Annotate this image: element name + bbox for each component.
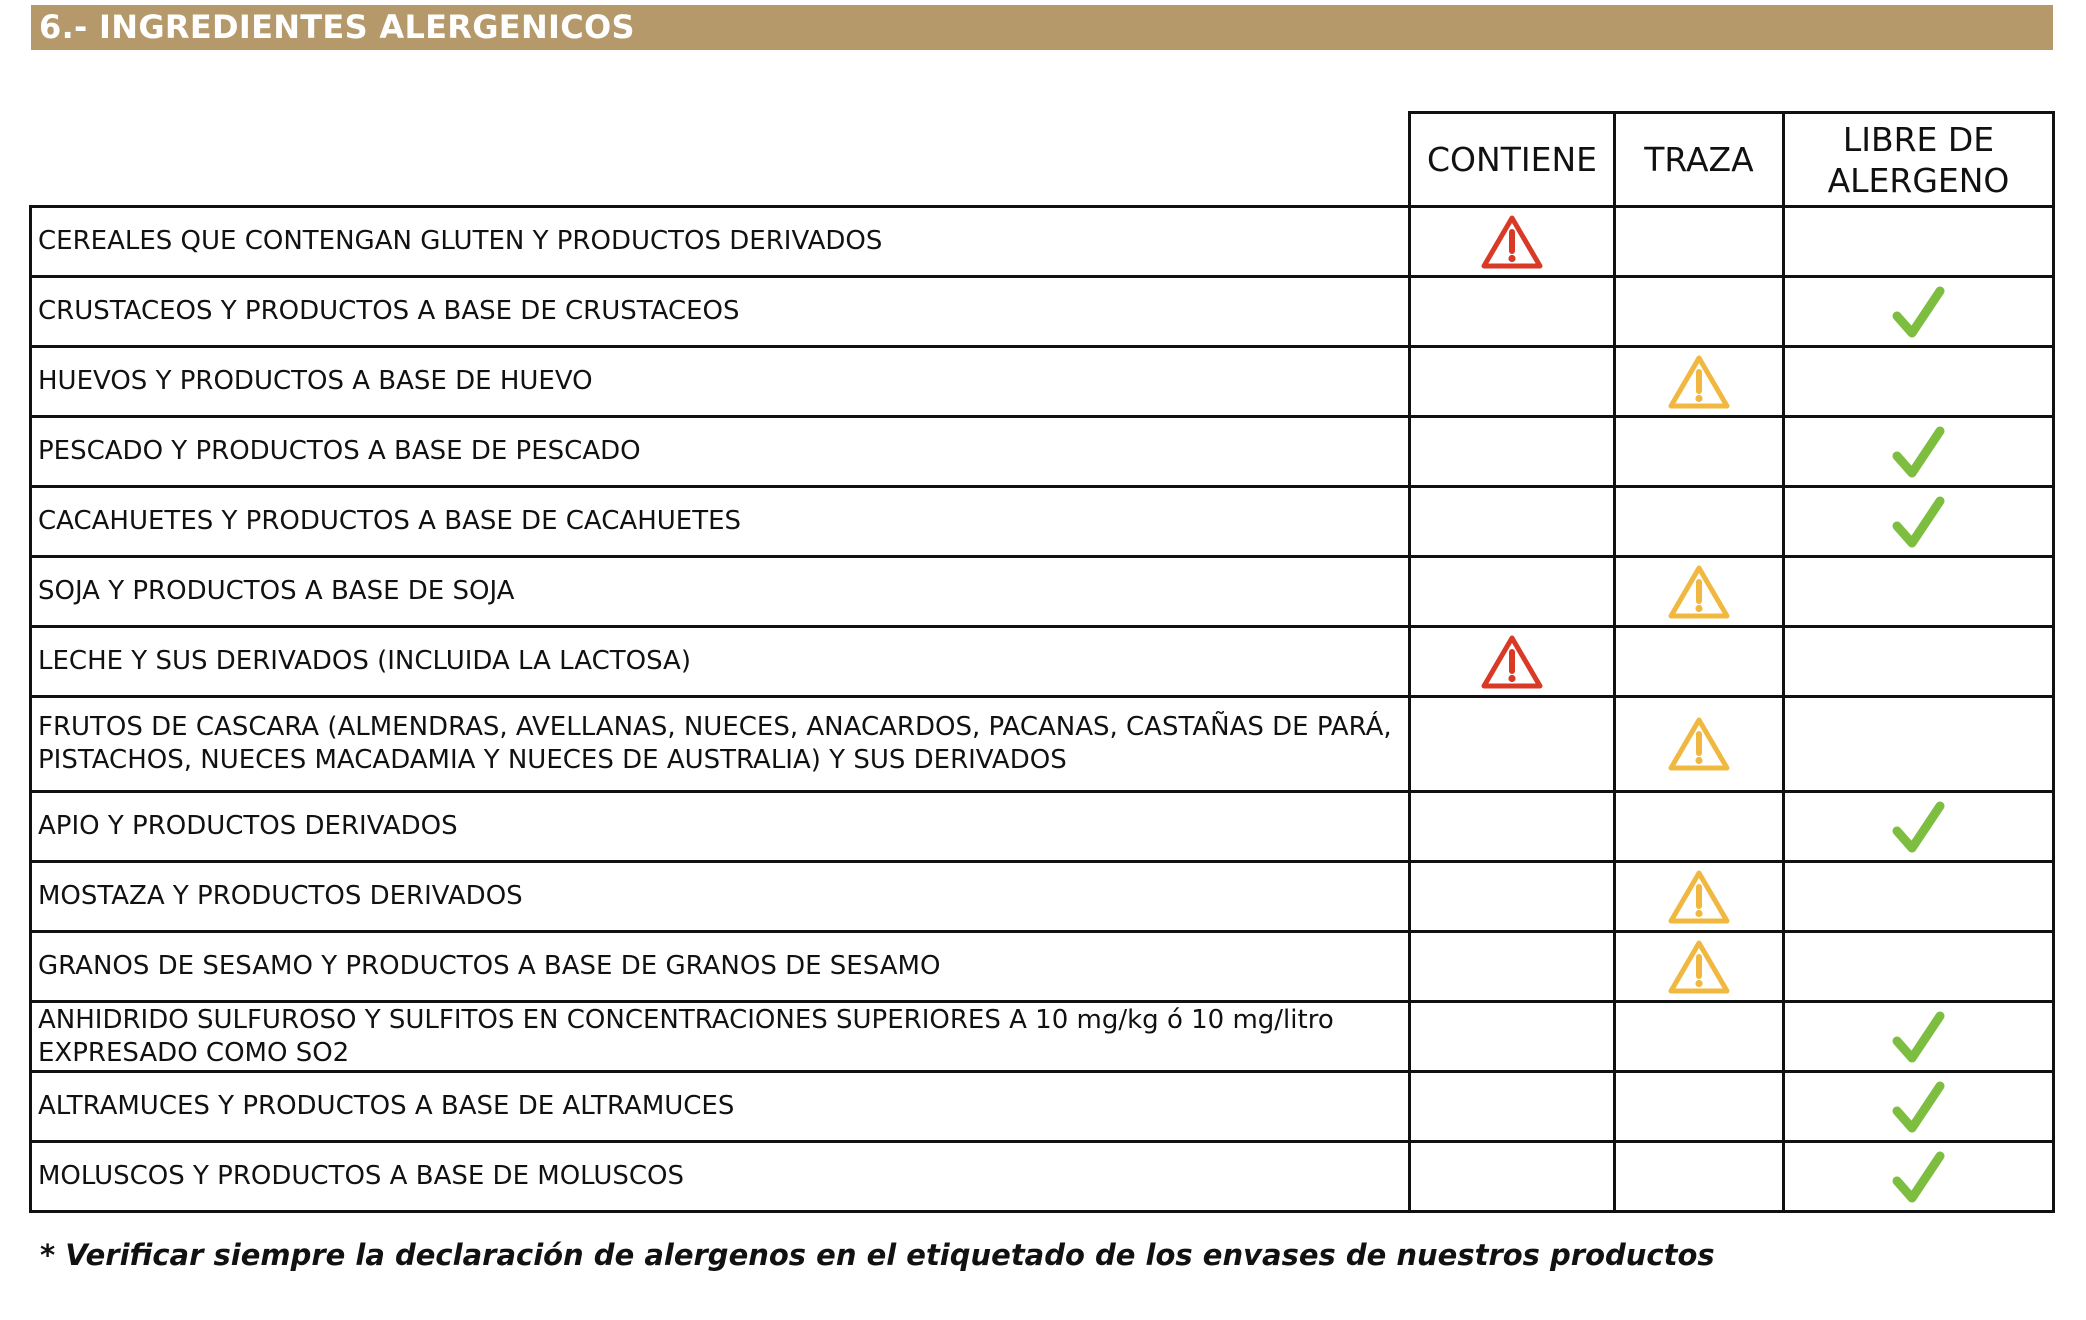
cell-libre xyxy=(1784,932,2054,1002)
table-row xyxy=(31,862,2054,932)
table-row xyxy=(31,417,2054,487)
cell-traza xyxy=(1615,862,1784,932)
allergen-name: ALTRAMUCES Y PRODUCTOS A BASE DE ALTRAMUCES xyxy=(31,1072,1410,1142)
allergen-name: APIO Y PRODUCTOS DERIVADOS xyxy=(31,792,1410,862)
column-header-libre-label: LIBRE DE ALERGENO xyxy=(1827,119,2010,200)
cell-libre xyxy=(1784,862,2054,932)
allergen-name: SOJA Y PRODUCTOS A BASE DE SOJA xyxy=(31,557,1410,627)
warning-triangle-yellow-icon xyxy=(1667,938,1731,996)
header-blank-cell xyxy=(31,113,1410,207)
table-row xyxy=(31,792,2054,862)
table-row xyxy=(31,627,2054,697)
cell-traza xyxy=(1615,557,1784,627)
checkmark-green-icon xyxy=(1890,423,1948,481)
cell-traza xyxy=(1615,792,1784,862)
checkmark-green-icon xyxy=(1890,1008,1948,1066)
allergen-name: GRANOS DE SESAMO Y PRODUCTOS A BASE DE GRANOS DE SESAMO xyxy=(31,932,1410,1002)
cell-libre xyxy=(1784,557,2054,627)
table-row xyxy=(31,277,2054,347)
checkmark-green-icon xyxy=(1890,1078,1948,1136)
warning-triangle-red-icon xyxy=(1480,213,1544,271)
footnote: * Verificar siempre la declaración de alergenos en el etiquetado de los envases de nuestros productos xyxy=(40,1238,1715,1272)
table-row xyxy=(31,487,2054,557)
allergen-name: MOSTAZA Y PRODUCTOS DERIVADOS xyxy=(31,862,1410,932)
cell-libre xyxy=(1784,792,2054,862)
cell-libre xyxy=(1784,1002,2054,1072)
cell-contiene xyxy=(1410,1072,1615,1142)
table-row xyxy=(31,697,2054,792)
table-row xyxy=(31,1142,2054,1212)
warning-triangle-yellow-icon xyxy=(1667,563,1731,621)
cell-contiene xyxy=(1410,347,1615,417)
cell-traza xyxy=(1615,932,1784,1002)
allergen-name: FRUTOS DE CASCARA (ALMENDRAS, AVELLANAS, NUECES, ANACARDOS, PACANAS, CASTAÑAS DE PARÁ, PISTACHOS, NUECES MACADAMIA Y NUECES DE AUSTRALIA) Y SUS DERIVADOS xyxy=(31,697,1410,792)
table-row xyxy=(31,932,2054,1002)
allergen-name: CACAHUETES Y PRODUCTOS A BASE DE CACAHUETES xyxy=(31,487,1410,557)
cell-traza xyxy=(1615,627,1784,697)
cell-libre xyxy=(1784,697,2054,792)
allergen-name: ANHIDRIDO SULFUROSO Y SULFITOS EN CONCENTRACIONES SUPERIORES A 10 mg/kg ó 10 mg/litro EXPRESADO COMO SO2 xyxy=(31,1002,1410,1072)
cell-contiene xyxy=(1410,932,1615,1002)
table-row xyxy=(31,207,2054,277)
cell-contiene xyxy=(1410,697,1615,792)
section-title: 6.- INGREDIENTES ALERGENICOS xyxy=(31,5,2053,50)
table-row xyxy=(31,1072,2054,1142)
cell-contiene xyxy=(1410,557,1615,627)
cell-traza xyxy=(1615,697,1784,792)
cell-contiene xyxy=(1410,1142,1615,1212)
cell-contiene xyxy=(1410,862,1615,932)
allergen-name: PESCADO Y PRODUCTOS A BASE DE PESCADO xyxy=(31,417,1410,487)
cell-contiene xyxy=(1410,1002,1615,1072)
allergen-table xyxy=(29,111,2055,1213)
warning-triangle-red-icon xyxy=(1480,633,1544,691)
table-row xyxy=(31,1002,2054,1072)
cell-traza xyxy=(1615,1142,1784,1212)
cell-traza xyxy=(1615,1002,1784,1072)
cell-libre xyxy=(1784,277,2054,347)
cell-libre xyxy=(1784,1142,2054,1212)
table-row xyxy=(31,347,2054,417)
allergen-name: MOLUSCOS Y PRODUCTOS A BASE DE MOLUSCOS xyxy=(31,1142,1410,1212)
allergen-table-body xyxy=(31,207,2054,1212)
cell-traza xyxy=(1615,417,1784,487)
checkmark-green-icon xyxy=(1890,1148,1948,1206)
cell-contiene xyxy=(1410,417,1615,487)
column-header-libre xyxy=(1784,113,2054,207)
cell-libre xyxy=(1784,487,2054,557)
allergen-name: CEREALES QUE CONTENGAN GLUTEN Y PRODUCTOS DERIVADOS xyxy=(31,207,1410,277)
cell-libre xyxy=(1784,347,2054,417)
cell-libre xyxy=(1784,417,2054,487)
allergen-name: CRUSTACEOS Y PRODUCTOS A BASE DE CRUSTACEOS xyxy=(31,277,1410,347)
cell-contiene xyxy=(1410,277,1615,347)
allergen-name: LECHE Y SUS DERIVADOS (INCLUIDA LA LACTOSA) xyxy=(31,627,1410,697)
cell-traza xyxy=(1615,207,1784,277)
checkmark-green-icon xyxy=(1890,798,1948,856)
allergen-name: HUEVOS Y PRODUCTOS A BASE DE HUEVO xyxy=(31,347,1410,417)
cell-contiene xyxy=(1410,792,1615,862)
column-header-traza: TRAZA xyxy=(1615,113,1784,207)
cell-contiene xyxy=(1410,487,1615,557)
cell-traza xyxy=(1615,347,1784,417)
cell-traza xyxy=(1615,1072,1784,1142)
warning-triangle-yellow-icon xyxy=(1667,868,1731,926)
cell-traza xyxy=(1615,277,1784,347)
table-row xyxy=(31,557,2054,627)
cell-contiene xyxy=(1410,627,1615,697)
cell-libre xyxy=(1784,1072,2054,1142)
warning-triangle-yellow-icon xyxy=(1667,715,1731,773)
cell-traza xyxy=(1615,487,1784,557)
cell-libre xyxy=(1784,207,2054,277)
checkmark-green-icon xyxy=(1890,493,1948,551)
table-header-row xyxy=(31,113,2054,207)
checkmark-green-icon xyxy=(1890,283,1948,341)
warning-triangle-yellow-icon xyxy=(1667,353,1731,411)
cell-libre xyxy=(1784,627,2054,697)
cell-contiene xyxy=(1410,207,1615,277)
column-header-contiene: CONTIENE xyxy=(1410,113,1615,207)
